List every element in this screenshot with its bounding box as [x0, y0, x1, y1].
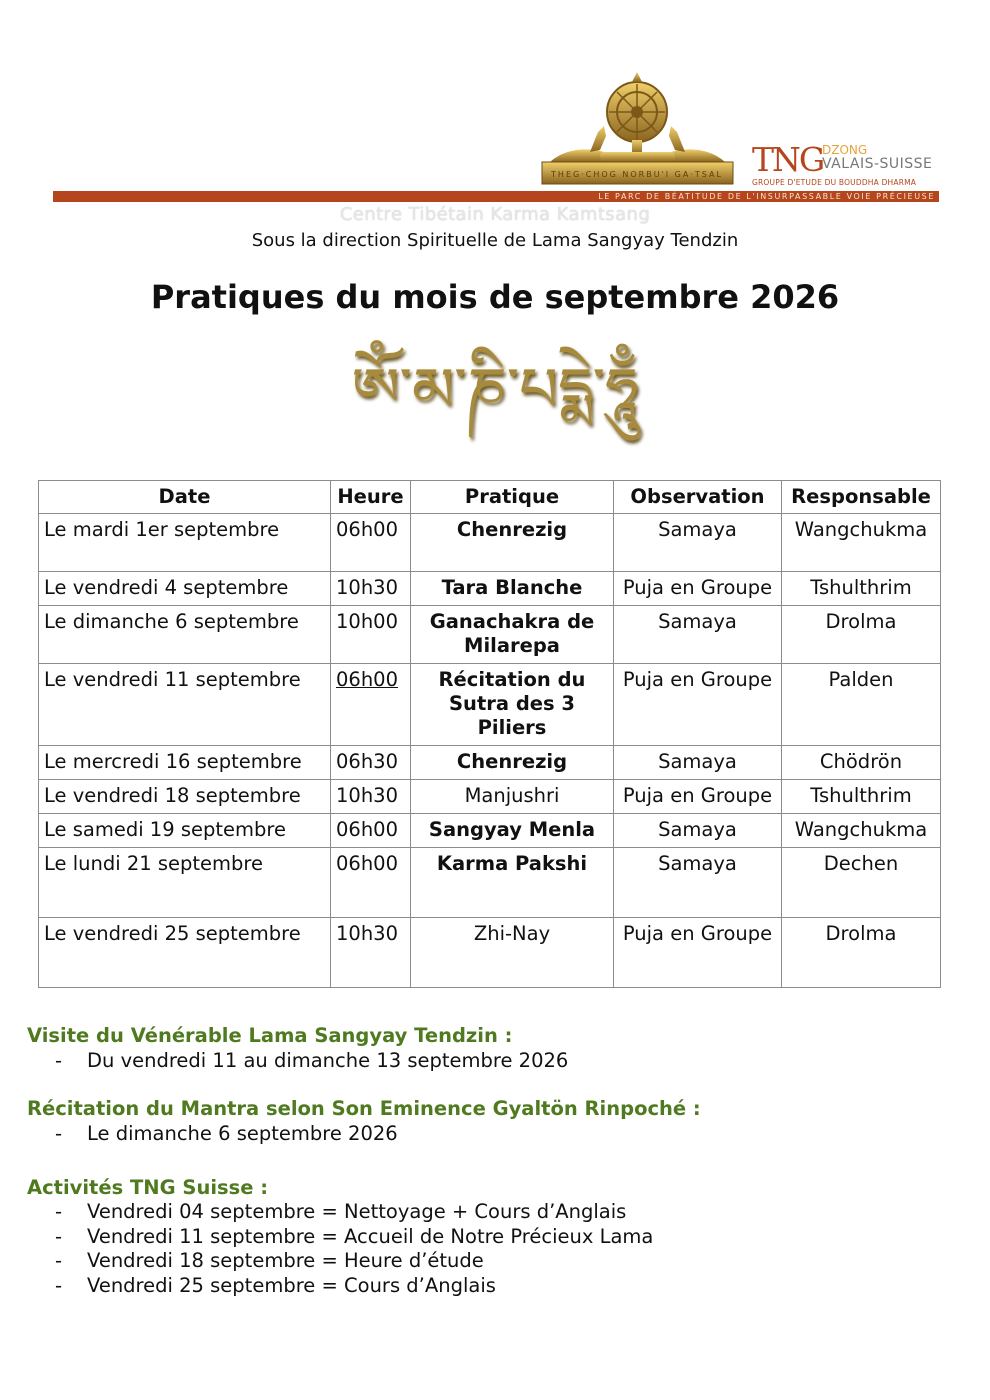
activite-item: [55, 1225, 653, 1248]
dharma-wheel-deer-logo: [540, 70, 735, 188]
table-row: [39, 848, 941, 918]
cell-heure: 06h00: [331, 514, 411, 572]
tng-logo-dzong: DZONG: [822, 143, 868, 157]
cell-date: Le vendredi 25 septembre: [39, 918, 331, 988]
table-row: [39, 572, 941, 606]
cell-responsable: Chödrön: [782, 746, 941, 780]
cell-pratique: Ganachakra de Milarepa: [411, 606, 614, 664]
tng-logo: [752, 140, 942, 190]
table-header-row: [39, 481, 941, 514]
activite-item: [55, 1200, 626, 1223]
header-responsable: Responsable: [782, 481, 941, 514]
cell-date: Le vendredi 18 septembre: [39, 780, 331, 814]
header-heure: Heure: [331, 481, 411, 514]
cell-heure: 06h00: [331, 848, 411, 918]
header-bar: [53, 191, 939, 202]
page-title: Pratiques du mois de septembre 2026: [150, 278, 840, 316]
cell-pratique: Karma Pakshi: [411, 848, 614, 918]
visite-item: [55, 1049, 568, 1072]
cell-heure: 06h30: [331, 746, 411, 780]
table-row: [39, 746, 941, 780]
cell-responsable: Wangchukma: [782, 514, 941, 572]
recitation-title: Récitation du Mantra selon Son Eminence Gyaltön Rinpoché :: [27, 1097, 701, 1120]
bullet-dash: -: [55, 1200, 63, 1223]
cell-observation: Samaya: [614, 514, 782, 572]
table-row: [39, 514, 941, 572]
subtitle: Sous la direction Spirituelle de Lama Sangyay Tendzin: [251, 230, 739, 251]
cell-responsable: Wangchukma: [782, 814, 941, 848]
bullet-dash: -: [55, 1274, 63, 1297]
emblem-caption: THEG·CHOG NORBU'I GA·TSAL: [551, 170, 723, 179]
cell-responsable: Drolma: [782, 918, 941, 988]
table-row: [39, 664, 941, 746]
tibetan-mantra-image: [340, 340, 650, 446]
table-row: [39, 606, 941, 664]
activite-item-text: Vendredi 25 septembre = Cours d’Anglais: [87, 1274, 496, 1297]
activites-title: Activités TNG Suisse :: [27, 1176, 269, 1199]
cell-heure: 10h30: [331, 572, 411, 606]
cell-date: Le samedi 19 septembre: [39, 814, 331, 848]
table-row: [39, 780, 941, 814]
cell-responsable: Tshulthrim: [782, 780, 941, 814]
cell-heure: 10h30: [331, 918, 411, 988]
visite-item-text: Du vendredi 11 au dimanche 13 septembre 2026: [87, 1049, 569, 1072]
cell-heure-underlined: 06h00: [336, 668, 398, 691]
cell-responsable: Drolma: [782, 606, 941, 664]
cell-responsable: Dechen: [782, 848, 941, 918]
cell-date: Le mercredi 16 septembre: [39, 746, 331, 780]
activite-item: [55, 1274, 496, 1297]
centre-name: Centre Tibétain Karma Kamtsang: [339, 204, 651, 225]
tibetan-mantra-text: ༀ་མ་ཎི་པདྨེ་ཧཱུྃ: [351, 355, 639, 425]
cell-observation: Puja en Groupe: [614, 780, 782, 814]
recitation-item-text: Le dimanche 6 septembre 2026: [87, 1122, 398, 1145]
cell-pratique: Tara Blanche: [411, 572, 614, 606]
activite-item-text: Vendredi 18 septembre = Heure d’étude: [87, 1249, 484, 1272]
cell-observation: Samaya: [614, 746, 782, 780]
tng-logo-groupe: GROUPE D'ETUDE DU BOUDDHA DHARMA: [752, 178, 917, 187]
cell-pratique: Chenrezig: [411, 746, 614, 780]
cell-observation: Samaya: [614, 848, 782, 918]
cell-observation: Puja en Groupe: [614, 572, 782, 606]
cell-observation: Puja en Groupe: [614, 918, 782, 988]
header-bar-text: LE PARC DE BÉATITUDE DE L'INSURPASSABLE VOIE PRÉCIEUSE: [598, 192, 935, 201]
cell-pratique: Zhi-Nay: [411, 918, 614, 988]
cell-date: Le lundi 21 septembre: [39, 848, 331, 918]
cell-observation: Samaya: [614, 606, 782, 664]
cell-observation: Samaya: [614, 814, 782, 848]
activite-item-text: Vendredi 04 septembre = Nettoyage + Cours d’Anglais: [87, 1200, 627, 1223]
cell-heure: 10h30: [331, 780, 411, 814]
schedule-table: [38, 480, 941, 988]
cell-heure: 10h00: [331, 606, 411, 664]
cell-date: Le mardi 1er septembre: [39, 514, 331, 572]
tng-logo-letters: TNG: [752, 140, 824, 179]
cell-heure: 06h00: [331, 814, 411, 848]
bullet-dash: -: [55, 1049, 63, 1072]
visite-title: Visite du Vénérable Lama Sangyay Tendzin :: [27, 1024, 513, 1047]
bullet-dash: -: [55, 1225, 63, 1248]
table-row: [39, 814, 941, 848]
header-observation: Observation: [614, 481, 782, 514]
cell-pratique: Manjushri: [411, 780, 614, 814]
cell-heure: [331, 664, 411, 746]
cell-pratique: Sangyay Menla: [411, 814, 614, 848]
cell-observation: Puja en Groupe: [614, 664, 782, 746]
header-pratique: Pratique: [411, 481, 614, 514]
cell-date: Le dimanche 6 septembre: [39, 606, 331, 664]
bullet-dash: -: [55, 1249, 63, 1272]
tng-logo-valais: VALAIS-SUISSE: [822, 156, 933, 172]
cell-pratique: Récitation du Sutra des 3 Piliers: [411, 664, 614, 746]
header-date: Date: [39, 481, 331, 514]
activite-item-text: Vendredi 11 septembre = Accueil de Notre Précieux Lama: [87, 1225, 654, 1248]
cell-pratique: Chenrezig: [411, 514, 614, 572]
cell-date: Le vendredi 11 septembre: [39, 664, 331, 746]
cell-responsable: Tshulthrim: [782, 572, 941, 606]
bullet-dash: -: [55, 1122, 63, 1145]
activite-item: [55, 1249, 484, 1272]
cell-date: Le vendredi 4 septembre: [39, 572, 331, 606]
recitation-item: [55, 1122, 398, 1145]
table-row: [39, 918, 941, 988]
cell-responsable: Palden: [782, 664, 941, 746]
